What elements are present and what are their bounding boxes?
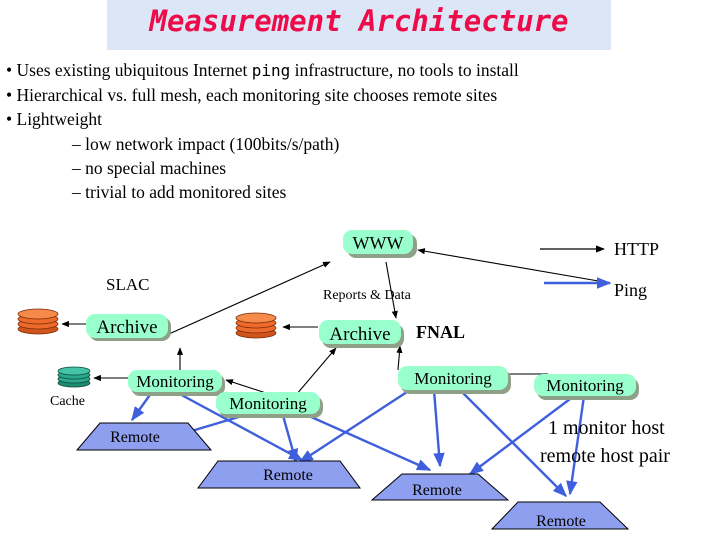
monitoring-node-4 xyxy=(534,374,639,400)
www-node xyxy=(343,230,417,258)
legend-ping-label: Ping xyxy=(614,280,648,300)
sub-bullet-3: – trivial to add monitored sites xyxy=(72,182,287,203)
remote-label-1: Remote xyxy=(110,429,160,446)
ping-arrow-4 xyxy=(282,412,296,462)
http-arrow-www-ping xyxy=(418,250,610,283)
monitoring-node-3 xyxy=(398,366,511,394)
ping-arrow-1 xyxy=(132,392,152,420)
note-line-2: remote host pair xyxy=(540,445,670,467)
http-arrow-archive-monitoring xyxy=(398,346,400,370)
monitoring-label-3: Monitoring xyxy=(414,369,492,388)
bullet-1-text-a: • Uses existing ubiquitous Internet xyxy=(6,60,252,80)
ping-code: ping xyxy=(251,61,291,80)
cache-disk-icon xyxy=(58,367,90,387)
bullet-2: • Hierarchical vs. full mesh, each monitoring site chooses remote sites xyxy=(6,85,498,106)
sub-bullet-2: – no special machines xyxy=(72,157,227,178)
database-disk-fnal-icon xyxy=(236,313,276,338)
cache-label: Cache xyxy=(50,394,85,409)
archive-left-node xyxy=(86,314,171,341)
monitoring-label-1: Monitoring xyxy=(136,372,214,391)
remote-node-1 xyxy=(77,423,211,450)
ping-arrow-7 xyxy=(434,390,440,466)
remote-node-4 xyxy=(492,502,628,530)
remote-label-4: Remote xyxy=(536,513,586,530)
archive-left-label: Archive xyxy=(96,317,158,338)
slac-label: SLAC xyxy=(106,275,150,294)
http-arrow-monitoring-archive-right xyxy=(296,348,336,395)
monitoring-label-2: Monitoring xyxy=(229,394,307,413)
bullet-1-text-b: infrastructure, no tools to install xyxy=(290,60,519,80)
remote-label-2: Remote xyxy=(263,467,313,484)
database-disk-slac-icon xyxy=(18,309,58,334)
archive-right-node xyxy=(319,320,404,348)
remote-node-2 xyxy=(198,461,360,488)
slide-title: Measurement Architecture xyxy=(149,4,569,38)
note-line-1: 1 monitor host xyxy=(548,417,665,439)
remote-label-3: Remote xyxy=(412,482,462,499)
reports-data-label: Reports & Data xyxy=(323,288,411,303)
fnal-label: FNAL xyxy=(416,322,465,342)
monitoring-label-4: Monitoring xyxy=(546,376,624,395)
www-label: WWW xyxy=(352,233,404,253)
bullet-3: • Lightweight xyxy=(6,109,103,130)
remote-node-3 xyxy=(372,474,508,500)
monitoring-node-1 xyxy=(128,370,225,396)
http-arrow-monitoring-monitoring xyxy=(226,380,266,393)
sub-bullet-1: – low network impact (100bits/s/path) xyxy=(72,133,340,154)
monitoring-node-2 xyxy=(216,392,323,418)
archive-right-label: Archive xyxy=(329,324,391,345)
legend-http-label: HTTP xyxy=(614,239,659,259)
